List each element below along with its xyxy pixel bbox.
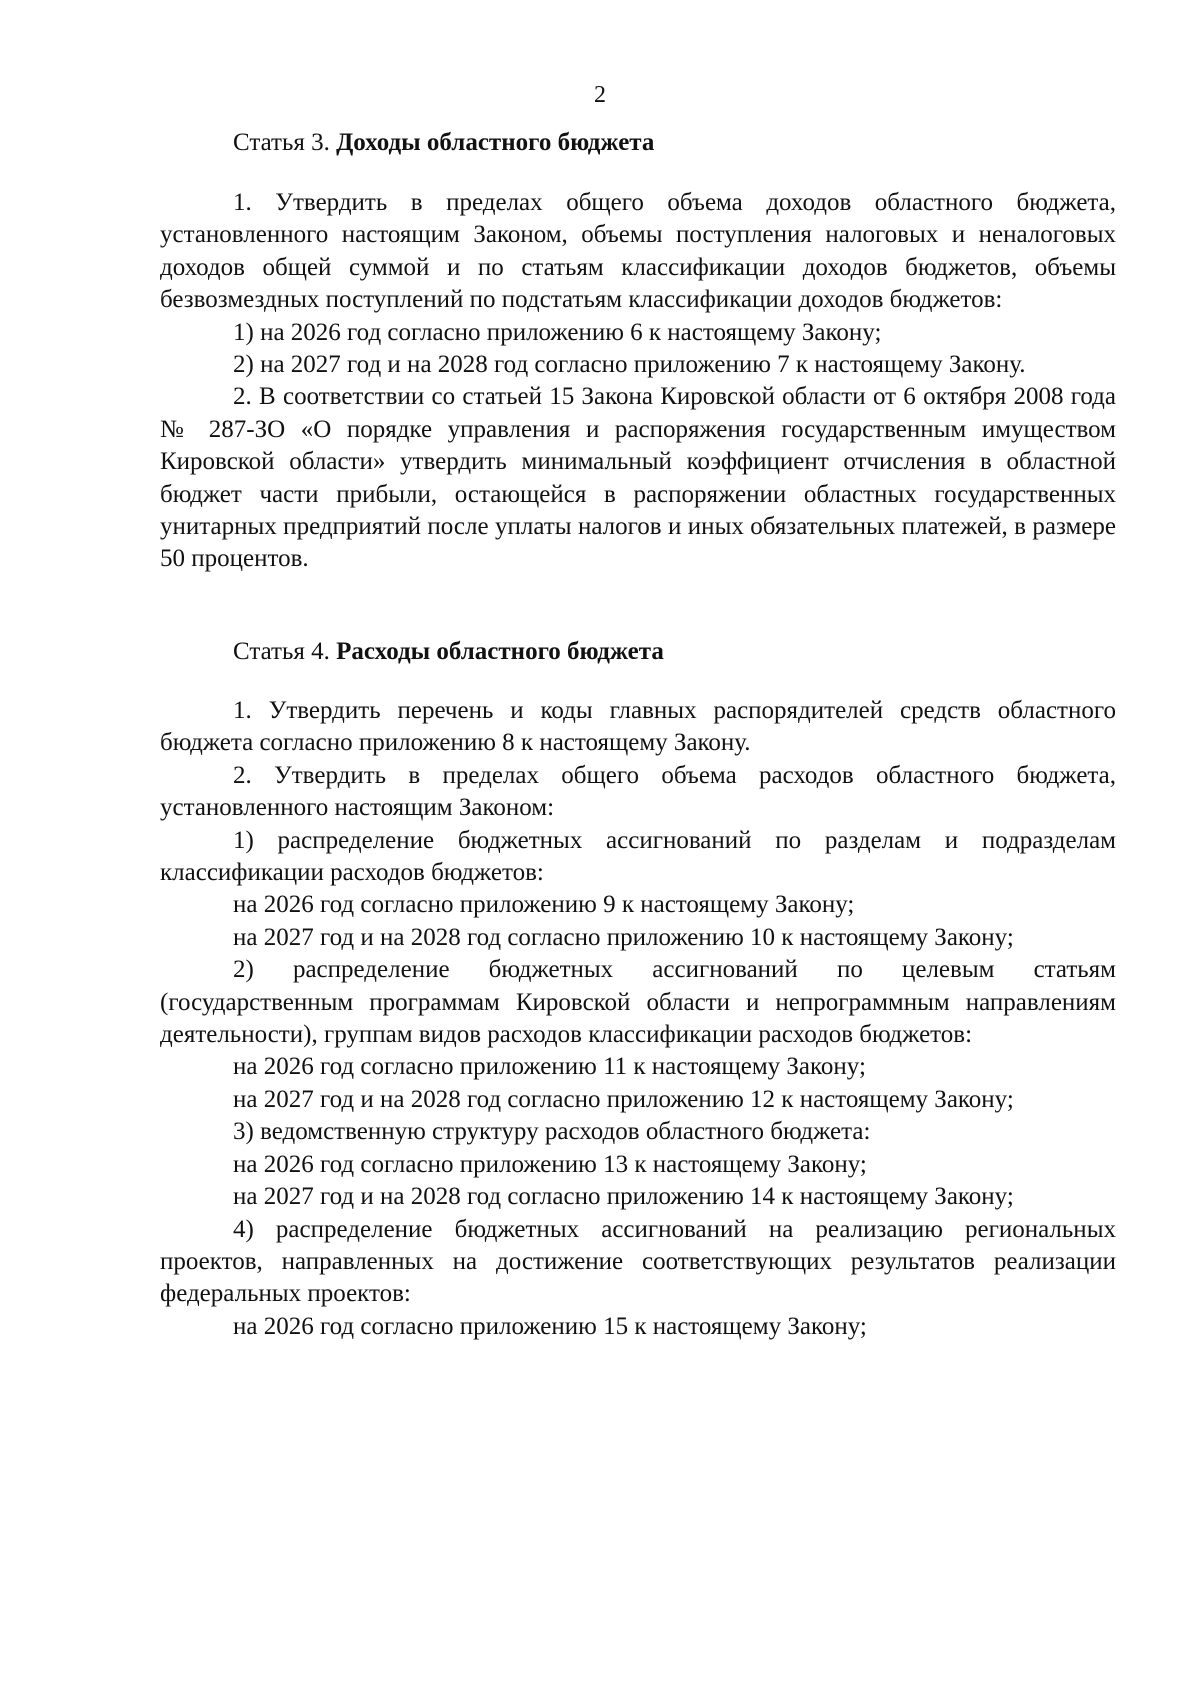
article-4-subitem-2: 2) распределение бюджетных ассигнований по целевым статьям (государственным программам Кировской области и непрограммным направлениям деятельности), группам видов расходов классификации расходов бюджетов: xyxy=(160,956,1116,1049)
article-4-subitem-1-year-2026: на 2026 год согласно приложению 9 к настоящему Закону; xyxy=(233,891,855,919)
article-4-body xyxy=(160,695,1116,1343)
article-3-heading xyxy=(233,128,654,158)
article-4-subitem-4: 4) распределение бюджетных ассигнований на реализацию региональных проектов, направленных на достижение соответствующих результатов реализации федеральных проектов: xyxy=(160,1215,1116,1308)
page-number: 2 xyxy=(594,82,606,108)
article-3-paragraph-2: 2. В соответствии со статьей 15 Закона Кировской области от 6 октября 2008 года № 287-ЗО «О порядке управления и распоряжения государственным имуществом Кировской области» утвердить минимальный коэффициент отчисления в областной бюджет части прибыли, остающейся в распоряжении областных государственных унитарных предприятий после уплаты налогов и иных обязательных платежей, в размере 50 процентов. xyxy=(160,383,1116,573)
article-4-heading xyxy=(233,637,664,667)
article-4-subitem-3-year-2026: на 2026 год согласно приложению 13 к настоящему Закону; xyxy=(233,1150,867,1178)
article-3-item-2: 2) на 2027 год и на 2028 год согласно приложению 7 к настоящему Закону. xyxy=(233,351,1026,379)
article-4-label: Статья 4. xyxy=(233,638,337,665)
article-4-title: Расходы областного бюджета xyxy=(336,638,664,665)
article-3-body xyxy=(160,187,1116,576)
article-3-title: Доходы областного бюджета xyxy=(336,129,655,156)
article-4-subitem-2-year-2026: на 2026 год согласно приложению 11 к настоящему Закону; xyxy=(233,1053,866,1081)
article-3-paragraph-1: 1. Утвердить в пределах общего объема доходов областного бюджета, установленного настоящим Законом, объемы поступления налоговых и неналоговых доходов общей суммой и по статьям классификации доходов бюджетов, объемы безвозмездных поступлений по подстатьям классификации доходов бюджетов: xyxy=(160,189,1116,314)
article-4-subitem-2-year-2027-2028: на 2027 год и на 2028 год согласно приложению 12 к настоящему Закону; xyxy=(233,1085,1014,1113)
article-4-subitem-3: 3) ведомственную структуру расходов областного бюджета: xyxy=(233,1118,871,1146)
article-4-subitem-1-year-2027-2028: на 2027 год и на 2028 год согласно приложению 10 к настоящему Закону; xyxy=(233,923,1014,951)
article-4-subitem-4-year-2026: на 2026 год согласно приложению 15 к настоящему Закону; xyxy=(233,1312,867,1340)
article-4-paragraph-1: 1. Утвердить перечень и коды главных распорядителей средств областного бюджета согласно приложению 8 к настоящему Закону. xyxy=(160,697,1116,757)
article-3-label: Статья 3. xyxy=(233,129,337,156)
article-4-subitem-3-year-2027-2028: на 2027 год и на 2028 год согласно приложению 14 к настоящему Закону; xyxy=(233,1183,1014,1211)
article-4-paragraph-2: 2. Утвердить в пределах общего объема расходов областного бюджета, установленного настоящим Законом: xyxy=(160,761,1116,822)
article-4-subitem-1: 1) распределение бюджетных ассигнований по разделам и подразделам классификации расходов бюджетов: xyxy=(160,826,1116,887)
article-3-item-1: 1) на 2026 год согласно приложению 6 к настоящему Закону; xyxy=(233,318,882,346)
